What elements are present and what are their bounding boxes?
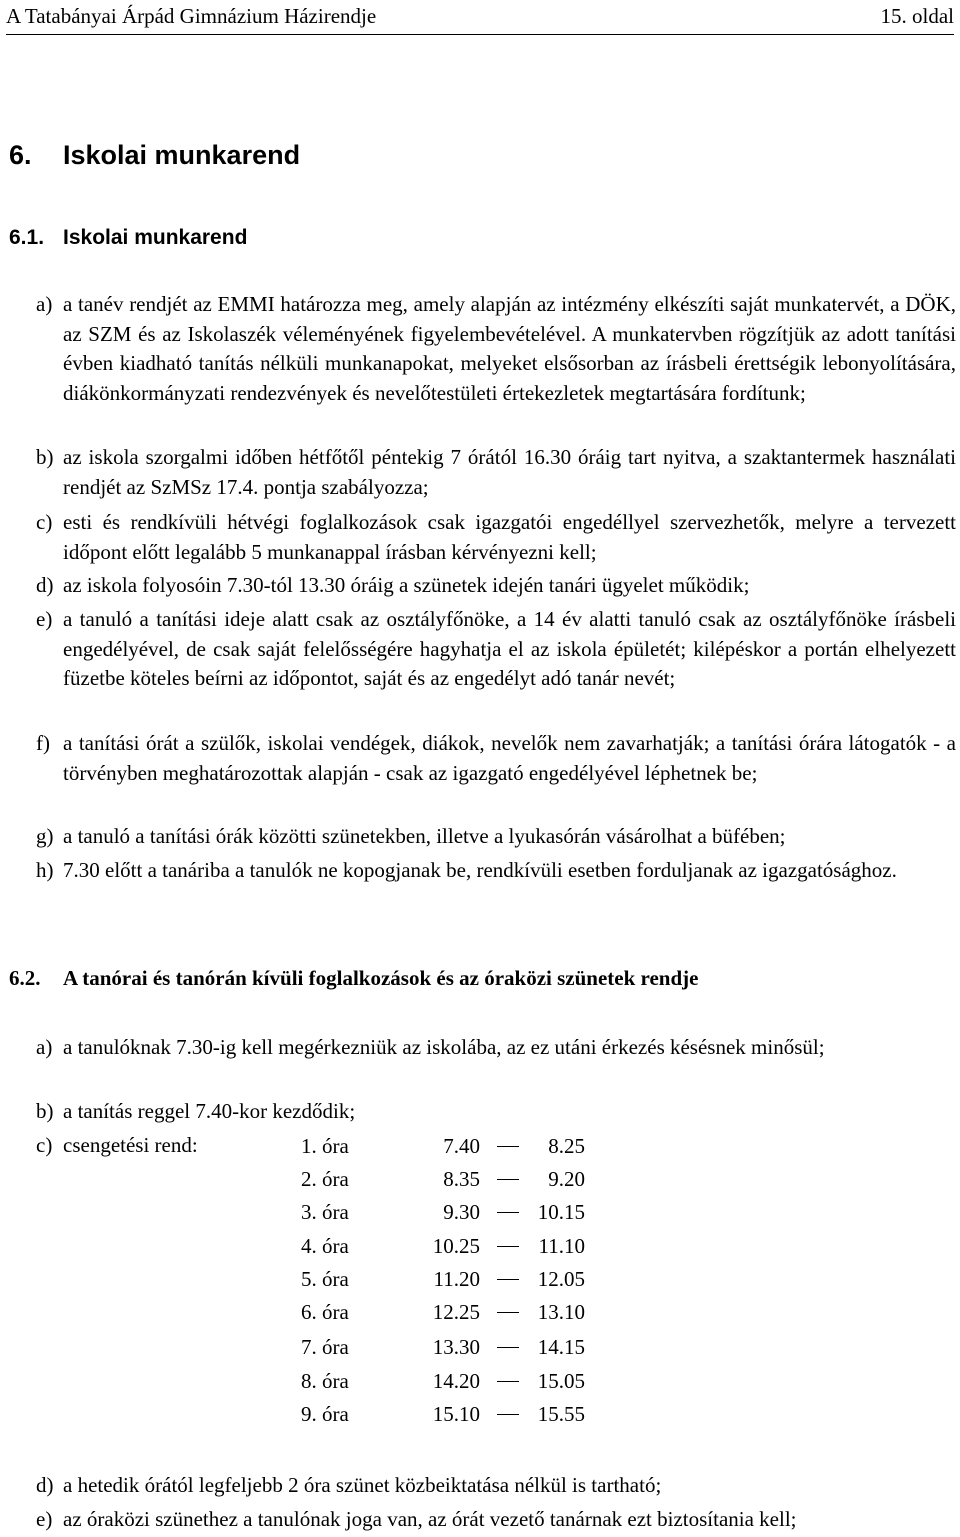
item-letter: c) xyxy=(36,510,53,534)
item-letter: e) xyxy=(36,607,53,631)
header-title: A Tatabányai Árpád Gimnázium Házirendje xyxy=(6,4,377,28)
schedule-label: csengetési rend: xyxy=(63,1133,198,1157)
section-number: 6. xyxy=(9,140,32,170)
subsection-title: A tanórai és tanórán kívüli foglalkozások és az óraközi szünetek rendje xyxy=(63,966,699,990)
lesson-number: 4. óra xyxy=(301,1234,349,1258)
item-text: esti és rendkívüli hétvégi foglalkozások csak igazgatói engedéllyel szervezhetők, melyre a tervezett időpont előtt legalább 5 munkanappal írásban kérvényezni kell; xyxy=(63,510,956,564)
lesson-end: 12.05 xyxy=(537,1267,585,1291)
item-letter: d) xyxy=(36,573,54,597)
lesson-start: 12.25 xyxy=(432,1300,480,1324)
item-letter: g) xyxy=(36,824,54,848)
header-page-number: 15. oldal xyxy=(880,4,954,28)
lesson-number: 1. óra xyxy=(301,1134,349,1158)
list-item xyxy=(36,1033,956,1063)
item-text: a tanuló a tanítási ideje alatt csak az osztályfőnöke, a 14 év alatti tanuló csak az osztályfőnöke írásbeli engedélyével, de csak saját felelősségére hagyhatja el az iskola épületét; kilépéskor a portán elhelyezett füzetbe köteles beírni az időpontot, saját és az engedélyt adó tanár nevét; xyxy=(63,607,956,690)
lesson-end: 15.05 xyxy=(537,1369,585,1393)
lesson-start: 15.10 xyxy=(432,1402,480,1426)
lesson-number: 5. óra xyxy=(301,1267,349,1291)
lesson-start: 11.20 xyxy=(433,1267,480,1291)
list-item xyxy=(36,508,956,567)
list-item xyxy=(36,1097,956,1127)
lesson-start: 9.30 xyxy=(443,1200,480,1224)
lesson-number: 7. óra xyxy=(301,1335,349,1359)
schedule-row xyxy=(0,1131,960,1161)
list-item xyxy=(36,729,956,788)
item-letter: a) xyxy=(36,292,53,316)
schedule-row xyxy=(0,1366,960,1396)
lesson-number: 8. óra xyxy=(301,1369,349,1393)
subsection-heading-6-1 xyxy=(9,226,247,250)
lesson-end: 11.10 xyxy=(538,1234,585,1258)
list-item xyxy=(36,1471,956,1501)
list-item xyxy=(36,822,956,852)
list-item xyxy=(36,856,956,886)
item-text: az iskola folyosóin 7.30-tól 13.30 óráig a szünetek idején tanári ügyelet működik; xyxy=(63,573,750,597)
lesson-start: 13.30 xyxy=(432,1335,480,1359)
lesson-end: 9.20 xyxy=(548,1167,585,1191)
item-letter: d) xyxy=(36,1473,54,1497)
list-item xyxy=(36,443,956,502)
item-text: a tanulóknak 7.30-ig kell megérkezniük az iskolába, az ez utáni érkezés késésnek minősül; xyxy=(63,1035,825,1059)
schedule-row xyxy=(0,1264,960,1294)
lesson-number: 2. óra xyxy=(301,1167,349,1191)
lesson-number: 3. óra xyxy=(301,1200,349,1224)
subsection-number: 6.1. xyxy=(9,226,45,249)
lesson-end: 14.15 xyxy=(537,1335,585,1359)
schedule-row xyxy=(0,1197,960,1227)
item-text: a tanítási órát a szülők, iskolai vendégek, diákok, nevelők nem zavarhatják; a tanítási órára látogatók - a törvényben meghatározottak alapján - csak az igazgató engedélyével léphetnek be; xyxy=(63,731,956,785)
item-letter: f) xyxy=(36,731,50,755)
lesson-start: 10.25 xyxy=(432,1234,480,1258)
item-text: a tanítás reggel 7.40-kor kezdődik; xyxy=(63,1099,356,1123)
page-header xyxy=(6,4,954,35)
list-item xyxy=(36,571,956,601)
item-text: a tanuló a tanítási órák közötti szünetekben, illetve a lyukasórán vásárolhat a büfében; xyxy=(63,824,786,848)
item-letter: a) xyxy=(36,1035,53,1059)
lesson-end: 10.15 xyxy=(537,1200,585,1224)
schedule-row xyxy=(0,1164,960,1194)
list-item xyxy=(36,605,956,694)
schedule-row xyxy=(0,1399,960,1429)
lesson-start: 8.35 xyxy=(443,1167,480,1191)
list-item xyxy=(36,1505,956,1535)
item-letter: b) xyxy=(36,445,54,469)
item-text: az iskola szorgalmi időben hétfőtől péntekig 7 órától 16.30 óráig tart nyitva, a szaktantermek használati rendjét az SzMSz 17.4. pontja szabályozza; xyxy=(63,445,956,499)
subsection-title: Iskolai munkarend xyxy=(63,226,248,249)
schedule-row xyxy=(0,1332,960,1362)
subsection-number: 6.2. xyxy=(9,966,41,990)
schedule-row xyxy=(0,1297,960,1327)
section-title: Iskolai munkarend xyxy=(63,140,301,170)
item-text: 7.30 előtt a tanáriba a tanulók ne kopogjanak be, rendkívüli esetben forduljanak az igazgatósághoz. xyxy=(63,858,897,882)
lesson-end: 13.10 xyxy=(537,1300,585,1324)
item-text: a tanév rendjét az EMMI határozza meg, amely alapján az intézmény elkészíti saját munkatervét, a DÖK, az SZM és az Iskolaszék véleményének figyelembevételével. A munkatervben rögzítjük az adott tanítási évben kiadható tanítás nélküli munkanapokat, melyeket elsősorban az írásbeli érettségik lebonyolítására, diákönkormányzati rendezvények és nevelőtestületi értekezletek megtartására fordítunk; xyxy=(63,292,956,405)
schedule-row xyxy=(0,1231,960,1261)
lesson-start: 14.20 xyxy=(432,1369,480,1393)
lesson-number: 6. óra xyxy=(301,1300,349,1324)
subsection-heading-6-2 xyxy=(9,966,698,991)
item-text: az óraközi szünethez a tanulónak joga van, az órát vezető tanárnak ezt biztosítania kell; xyxy=(63,1507,797,1531)
item-text: a hetedik órától legfeljebb 2 óra szünet közbeiktatása nélkül is tartható; xyxy=(63,1473,662,1497)
item-letter: h) xyxy=(36,858,54,882)
lesson-end: 8.25 xyxy=(548,1134,585,1158)
item-letter: e) xyxy=(36,1507,53,1531)
lesson-number: 9. óra xyxy=(301,1402,349,1426)
section-heading xyxy=(9,140,300,171)
list-item xyxy=(36,290,956,408)
item-letter: b) xyxy=(36,1099,54,1123)
item-letter: c) xyxy=(36,1133,53,1157)
lesson-end: 15.55 xyxy=(537,1402,585,1426)
lesson-start: 7.40 xyxy=(443,1134,480,1158)
